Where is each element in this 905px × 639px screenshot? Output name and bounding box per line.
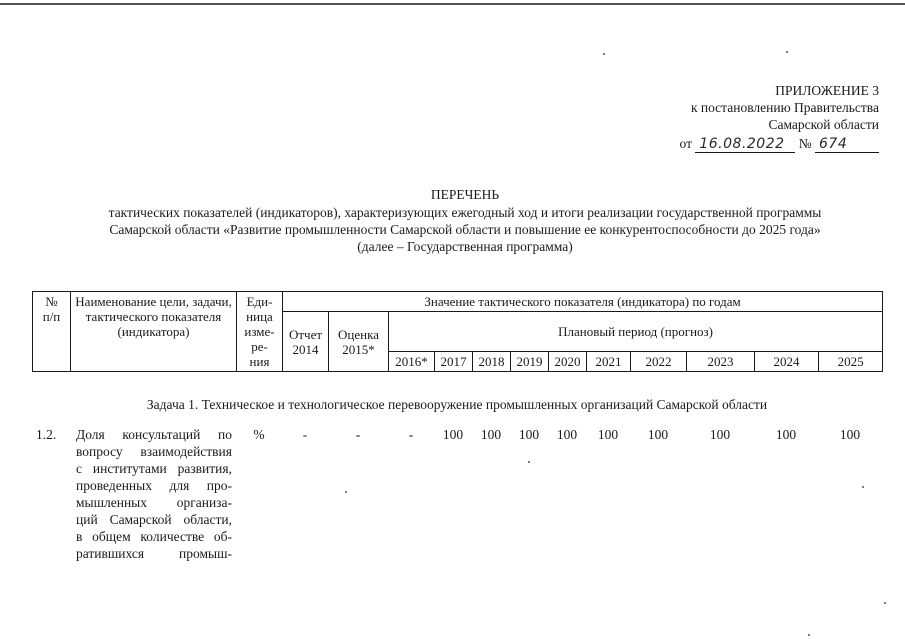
header-estimate-cell: Оценка 2015*: [329, 312, 389, 372]
header-name-cell: Наименование цели, задачи, тактического показателя (индикатора): [71, 292, 237, 372]
row-value-cell: 100: [518, 427, 540, 442]
appendix-heading: ПРИЛОЖЕНИЕ 3: [775, 83, 879, 98]
row-value-cell: 100: [556, 427, 578, 442]
document-title-block: [30, 186, 900, 255]
header-year-cell: 2025: [819, 352, 883, 372]
scan-speck: [862, 486, 864, 488]
from-label: от: [679, 136, 692, 151]
handwritten-number: 674: [815, 136, 879, 153]
row-name-line: мышленных организа-: [76, 495, 232, 510]
header-year-cell: 2022: [631, 352, 687, 372]
header-year-cell: 2018: [473, 352, 511, 372]
row-name-line: в общем количестве об-: [76, 529, 232, 544]
header-year-cell: 2023: [687, 352, 755, 372]
row-name-line: проведенных для про-: [76, 478, 232, 493]
row-value-cell: 100: [442, 427, 464, 442]
handwritten-date: 16.08.2022: [695, 136, 795, 153]
header-unit-cell: Еди- ница изме- ре- ния: [237, 292, 283, 372]
header-report-cell: Отчет 2014: [283, 312, 329, 372]
table-row: [32, 426, 882, 562]
row-value-cell: 100: [839, 427, 861, 442]
indicators-table-body: [32, 426, 882, 562]
header-year-cell: 2024: [755, 352, 819, 372]
title-line-1: тактических показателей (индикаторов), характеризующих ежегодный ход и итоги реализации государственной программы: [108, 205, 822, 220]
appendix-block: [680, 82, 880, 153]
row-value-cell: 100: [647, 427, 669, 442]
row-number: 1.2.: [36, 427, 57, 442]
header-year-cell: 2020: [549, 352, 587, 372]
number-label: №: [798, 136, 812, 151]
scan-speck: [884, 602, 886, 604]
header-year-cell: 2016*: [389, 352, 435, 372]
row-value-cell: -: [408, 427, 414, 442]
row-name-line: с институтами развития,: [76, 461, 232, 476]
header-plan-cell: Плановый период (прогноз): [389, 312, 883, 352]
scan-speck: [603, 53, 605, 55]
row-estimate-2015: -: [355, 427, 361, 442]
appendix-line-1: к постановлению Правительства: [690, 100, 879, 115]
scan-speck: [528, 461, 530, 463]
row-name-line: вопросу взаимодействия: [76, 444, 232, 459]
row-name-line: ций Самарской области,: [76, 512, 232, 527]
document-title: ПЕРЕЧЕНЬ: [430, 187, 500, 202]
header-values-cell: Значение тактического показателя (индикатора) по годам: [283, 292, 883, 312]
indicators-table-header: [32, 291, 883, 372]
row-value-cell: 100: [597, 427, 619, 442]
row-value-cell: 100: [709, 427, 731, 442]
row-indicator-name: [70, 426, 236, 562]
scan-speck: [808, 634, 810, 636]
title-line-2: Самарской области «Развитие промышленности Самарской области и повышение ее конкурентоспособности до 2025 года»: [109, 222, 821, 237]
header-number-cell: № п/п: [33, 292, 71, 372]
row-unit: %: [253, 427, 265, 442]
appendix-signature-line: [680, 135, 880, 153]
row-value-cell: 100: [775, 427, 797, 442]
scan-speck: [786, 51, 788, 53]
row-value-cell: 100: [480, 427, 502, 442]
top-border-line: [0, 3, 905, 5]
row-name-line: ратившихся промыш-: [76, 546, 232, 561]
row-name-line: Доля консультаций по: [76, 427, 232, 442]
header-year-cell: 2021: [587, 352, 631, 372]
header-year-cell: 2017: [435, 352, 473, 372]
scan-speck: [345, 491, 347, 493]
title-line-3: (далее – Государственная программа): [357, 239, 573, 254]
appendix-line-2: Самарской области: [768, 117, 879, 132]
task-heading: Задача 1. Техническое и технологическое перевооружение промышленных организаций Самарской области: [146, 397, 768, 412]
row-report-2014: -: [302, 427, 308, 442]
header-year-cell: 2019: [511, 352, 549, 372]
